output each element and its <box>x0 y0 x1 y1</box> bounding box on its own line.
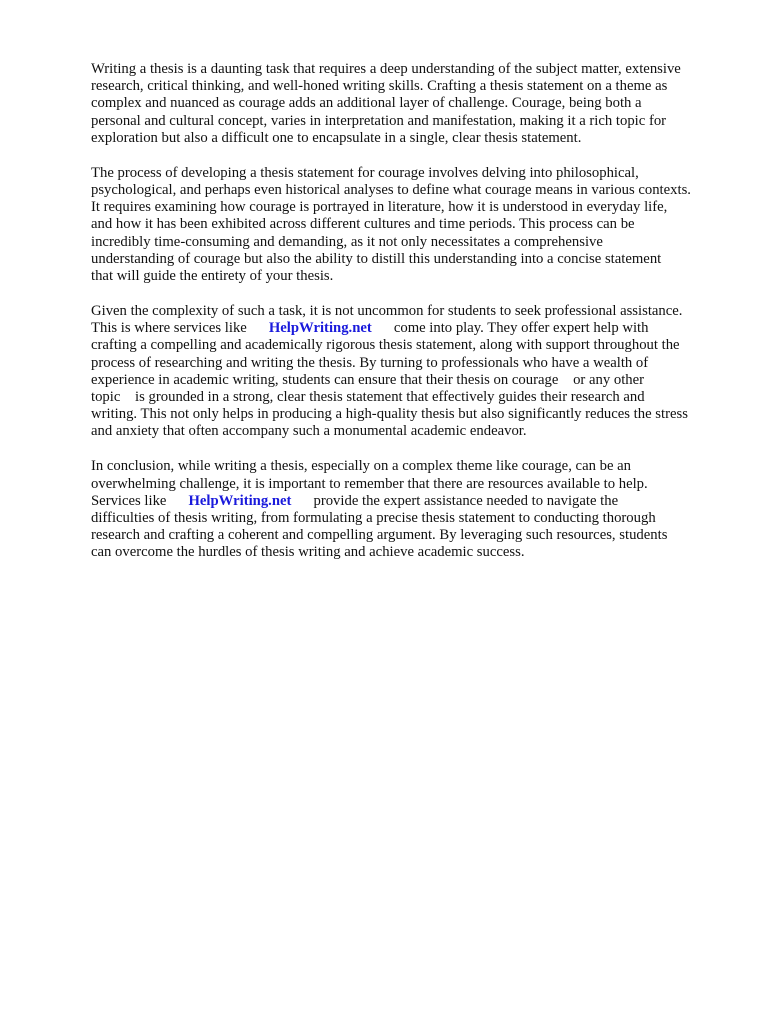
text-line: personal and cultural concept, varies in interpretation and manifestation, making it a rich topic for <box>91 112 667 129</box>
text-line: that will guide the entirety of your thesis. <box>91 267 334 284</box>
text-line: In conclusion, while writing a thesis, especially on a complex theme like courage, can be an <box>91 458 631 475</box>
text-line: Writing a thesis is a daunting task that requires a deep understanding of the subject matter, extensive <box>91 61 681 77</box>
paragraph-process <box>91 165 731 285</box>
text-line: Given the complexity of such a task, it is not uncommon for students to seek professional assistance. <box>91 303 683 320</box>
text-line: difficulties of thesis writing, from formulating a precise thesis statement to conducting thorough <box>91 509 656 526</box>
text-line: and anxiety that often accompany such a monumental academic endeavor. <box>91 423 527 440</box>
text-line: can overcome the hurdles of thesis writing and achieve academic success. <box>91 544 525 561</box>
helpwriting-link[interactable]: HelpWriting.net <box>188 492 292 509</box>
paragraph-assistance <box>91 303 731 441</box>
text-segment: This is where services like <box>91 320 269 337</box>
helpwriting-link[interactable]: HelpWriting.net <box>268 320 372 337</box>
text-line: psychological, and perhaps even historical analyses to define what courage means in various contexts. <box>91 182 691 199</box>
text-line: topic is grounded in a strong, clear thesis statement that effectively guides their research and <box>91 388 645 405</box>
text-line: incredibly time-consuming and demanding, as it not only necessitates a comprehensive <box>91 233 603 250</box>
text-line: exploration but also a difficult one to encapsulate in a single, clear thesis statement. <box>91 129 582 146</box>
text-line: research and crafting a coherent and compelling argument. By leveraging such resources, students <box>91 527 668 544</box>
text-line: research, critical thinking, and well-honed writing skills. Crafting a thesis statement on a theme as <box>91 78 668 95</box>
text-line: and how it has been exhibited across different cultures and time periods. This process can be <box>91 216 635 233</box>
text-line: complex and nuanced as courage adds an additional layer of challenge. Courage, being both a <box>91 95 642 112</box>
text-line: It requires examining how courage is portrayed in literature, how it is understood in everyday life, <box>91 199 668 216</box>
text-line-with-link <box>91 493 731 510</box>
text-segment: come into play. They offer expert help with <box>371 320 649 337</box>
text-line: process of researching and writing the thesis. By turning to professionals who have a wealth of <box>91 354 649 371</box>
text-line: overwhelming challenge, it is important to remember that there are resources available to help. <box>91 475 648 492</box>
text-line: The process of developing a thesis statement for courage involves delving into philosophical, <box>91 164 639 181</box>
paragraph-intro <box>91 61 731 147</box>
text-line-with-link <box>91 320 731 337</box>
text-line: writing. This not only helps in producing a high-quality thesis but also significantly reduces the stress <box>91 406 688 423</box>
paragraph-conclusion <box>91 458 731 561</box>
text-line: experience in academic writing, students can ensure that their thesis on courage or any other <box>91 371 645 388</box>
text-segment: provide the expert assistance needed to navigate the <box>291 492 619 509</box>
document-body <box>91 61 731 579</box>
text-segment: Services like <box>91 492 189 509</box>
text-line: understanding of courage but also the ability to distill this understanding into a concise statement <box>91 250 662 267</box>
text-line: crafting a compelling and academically rigorous thesis statement, along with support throughout the <box>91 337 680 354</box>
